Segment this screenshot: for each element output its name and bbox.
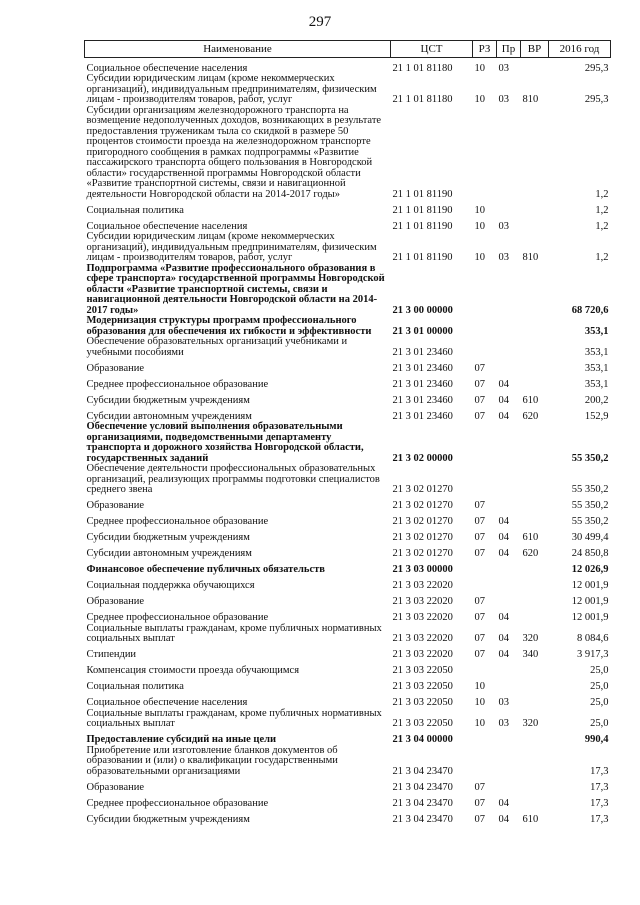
- cell-amount: 3 917,3: [577, 649, 609, 660]
- cell-vr: 620: [522, 548, 539, 559]
- table-row: [85, 216, 611, 232]
- cell-pr: 03: [498, 697, 509, 708]
- cell-pr: 04: [498, 516, 509, 527]
- cell-cst: 21 3 04 23470: [392, 765, 453, 777]
- cell-rz: 07: [474, 797, 485, 809]
- table-row: [85, 709, 611, 730]
- cell-pr: 03: [498, 252, 509, 263]
- cell-cst: 21 3 03 00000: [392, 564, 453, 575]
- cell-name: Социальная поддержка обучающихся: [86, 580, 255, 591]
- cell-amount: 17,3: [590, 765, 609, 777]
- cell-amount: 12 001,9: [571, 612, 609, 623]
- cell-name: Обеспечение деятельности профессиональных образовательных организаций, реализующих программы подготовки специалистов среднего звена: [86, 463, 380, 495]
- cell-cst: 21 3 01 23460: [392, 410, 453, 422]
- cell-cst: 21 3 03 22050: [392, 681, 453, 692]
- cell-rz: 07: [474, 633, 485, 644]
- cell-amount: 24 850,8: [571, 548, 609, 559]
- cell-name: Подпрограмма «Развитие профессионального образования в сфере транспорта» государственной программы Новгородской области «Развитие транспортной системы, связи и навигационной деятельности Новгородской области на 2014-2017 годы»: [86, 262, 385, 316]
- cell-amount: 200,2: [584, 394, 609, 406]
- table-row: [85, 74, 611, 106]
- cell-amount: 55 350,2: [571, 516, 609, 527]
- cell-rz: 07: [474, 500, 485, 511]
- table-row: [85, 200, 611, 216]
- table-row: [85, 677, 611, 693]
- cell-name: Образование: [86, 781, 145, 793]
- cell-cst: 21 3 02 01270: [392, 516, 453, 527]
- cell-cst: 21 3 02 01270: [392, 532, 453, 543]
- cell-amount: 12 026,9: [571, 564, 609, 575]
- table-row: [85, 746, 611, 778]
- cell-cst: 21 3 03 22020: [392, 596, 453, 607]
- cell-amount: 353,1: [584, 325, 609, 337]
- cell-pr: [497, 661, 521, 677]
- cell-pr: 04: [498, 633, 509, 644]
- cell-vr: [521, 337, 549, 358]
- table-row: [85, 512, 611, 528]
- cell-vr: [521, 576, 549, 592]
- cell-vr: [521, 693, 549, 709]
- cell-cst: 21 3 02 00000: [392, 452, 453, 464]
- cell-pr: 04: [498, 548, 509, 559]
- cell-name: Субсидии бюджетным учреждениям: [86, 813, 250, 825]
- cell-rz: 07: [474, 394, 485, 406]
- cell-rz: 07: [474, 532, 485, 543]
- cell-pr: [497, 677, 521, 693]
- cell-name: Субсидии юридическим лицам (кроме некоммерческих организаций), индивидуальным предпринимателям, физическим лицам - производителям товаров, работ, услуг: [86, 73, 377, 105]
- cell-cst: 21 3 01 23460: [392, 378, 453, 390]
- cell-cst: 21 1 01 81180: [392, 94, 453, 105]
- cell-amount: 990,4: [584, 734, 609, 745]
- cell-amount: 12 001,9: [571, 580, 609, 591]
- cell-amount: 55 350,2: [571, 484, 609, 495]
- table-row: [85, 337, 611, 358]
- table-row: [85, 374, 611, 390]
- cell-amount: 8 084,6: [577, 633, 609, 644]
- cell-pr: [497, 316, 521, 337]
- cell-vr: [521, 374, 549, 390]
- cell-vr: [521, 677, 549, 693]
- table-row: [85, 406, 611, 422]
- cell-pr: [497, 422, 521, 464]
- cell-vr: [521, 200, 549, 216]
- cell-rz: [473, 730, 497, 746]
- cell-pr: [497, 777, 521, 793]
- cell-amount: 25,0: [590, 697, 609, 708]
- cell-amount: 12 001,9: [571, 596, 609, 607]
- cell-name: Предоставление субсидий на иные цели: [86, 734, 277, 745]
- cell-name: Субсидии бюджетным учреждениям: [86, 394, 250, 406]
- cell-rz: 10: [474, 718, 485, 729]
- cell-amount: 295,3: [584, 94, 609, 105]
- table-row: [85, 809, 611, 825]
- cell-rz: 07: [474, 649, 485, 660]
- cell-vr: [521, 608, 549, 624]
- cell-name: Финансовое обеспечение публичных обязательств: [86, 564, 325, 575]
- table-row: [85, 608, 611, 624]
- cell-pr: [497, 730, 521, 746]
- cell-vr: 610: [522, 813, 539, 825]
- table-row: [85, 793, 611, 809]
- cell-pr: [497, 200, 521, 216]
- cell-pr: [497, 496, 521, 512]
- cell-rz: 10: [474, 94, 485, 105]
- column-header-year: 2016 год: [549, 41, 611, 58]
- cell-cst: 21 3 03 22020: [392, 649, 453, 660]
- cell-cst: 21 1 01 81190: [392, 220, 453, 232]
- table-row: [85, 693, 611, 709]
- cell-name: Социальное обеспечение населения: [86, 697, 248, 708]
- cell-cst: 21 1 01 81190: [392, 252, 453, 263]
- cell-vr: [521, 592, 549, 608]
- table-row: [85, 777, 611, 793]
- cell-cst: 21 3 04 00000: [392, 734, 453, 745]
- cell-rz: 07: [474, 781, 485, 793]
- cell-amount: 17,3: [590, 781, 609, 793]
- cell-name: Образование: [86, 596, 145, 607]
- cell-cst: 21 3 03 22020: [392, 580, 453, 591]
- cell-cst: 21 3 03 22050: [392, 718, 453, 729]
- cell-vr: 610: [522, 394, 539, 406]
- cell-rz: [473, 576, 497, 592]
- cell-pr: 03: [498, 94, 509, 105]
- table-row: [85, 661, 611, 677]
- cell-amount: 1,2: [595, 204, 609, 216]
- cell-pr: 04: [498, 378, 509, 390]
- cell-cst: 21 3 01 23460: [392, 362, 453, 374]
- cell-amount: 1,2: [595, 220, 609, 232]
- cell-cst: 21 3 01 23460: [392, 394, 453, 406]
- cell-rz: 10: [474, 220, 485, 232]
- cell-pr: 03: [498, 62, 509, 74]
- cell-vr: [521, 793, 549, 809]
- table-row: [85, 624, 611, 645]
- cell-pr: 04: [498, 649, 509, 660]
- cell-cst: 21 3 04 23470: [392, 781, 453, 793]
- cell-rz: 07: [474, 548, 485, 559]
- cell-rz: 07: [474, 362, 485, 374]
- cell-cst: 21 3 03 22020: [392, 612, 453, 623]
- cell-name: Социальная политика: [86, 204, 184, 216]
- table-row: [85, 264, 611, 317]
- cell-vr: 810: [522, 252, 539, 263]
- table-row: [85, 592, 611, 608]
- cell-name: Модернизация структуры программ профессионального образования для обеспечения их гибкости и эффективности: [86, 315, 372, 337]
- cell-amount: 353,1: [584, 362, 609, 374]
- cell-cst: 21 3 00 00000: [392, 304, 453, 316]
- column-header-rz: РЗ: [473, 41, 497, 58]
- cell-name: Субсидии организациям железнодорожного транспорта на возмещение недополученных доходов, возникающих в результате предоставления труженикам тыла со скидкой в размере 50 процентов стоимости проезда на железнодорожном транспорте пригородного сообщения в рамках подпрограммы «Развитие пассажирского транспорта общего пользования в Новгородской области» государственной программы Новгородской области «Развитие транспортной системы, связи и навигационной деятельности Новгородской области на 2014-2017 годы»: [86, 104, 382, 200]
- cell-amount: 30 499,4: [571, 532, 609, 543]
- cell-pr: [497, 358, 521, 374]
- cell-cst: 21 1 01 81190: [392, 204, 453, 216]
- table-row: [85, 316, 611, 337]
- cell-rz: 10: [474, 681, 485, 692]
- cell-amount: 353,1: [584, 346, 609, 358]
- cell-name: Субсидии автономным учреждениям: [86, 548, 252, 559]
- cell-cst: 21 3 02 01270: [392, 548, 453, 559]
- column-header-name: Наименование: [85, 41, 391, 58]
- cell-pr: 03: [498, 718, 509, 729]
- table-row: [85, 645, 611, 661]
- table-row: [85, 576, 611, 592]
- table-row: [85, 560, 611, 576]
- cell-name: Стипендии: [86, 649, 137, 660]
- cell-rz: 10: [474, 204, 485, 216]
- cell-name: Среднее профессиональное образование: [86, 516, 269, 527]
- cell-pr: 04: [498, 532, 509, 543]
- cell-vr: [521, 58, 549, 75]
- cell-name: Социальное обеспечение населения: [86, 62, 248, 74]
- cell-vr: [521, 216, 549, 232]
- cell-cst: 21 1 01 81180: [392, 62, 453, 74]
- cell-vr: [521, 422, 549, 464]
- cell-vr: [521, 746, 549, 778]
- cell-rz: 07: [474, 378, 485, 390]
- cell-amount: 1,2: [595, 252, 609, 263]
- cell-pr: 04: [498, 612, 509, 623]
- cell-rz: [473, 422, 497, 464]
- table-header-row: [85, 41, 611, 58]
- cell-vr: [521, 661, 549, 677]
- cell-name: Обеспечение образовательных организаций учебниками и учебными пособиями: [86, 336, 348, 358]
- table-row: [85, 544, 611, 560]
- cell-pr: 04: [498, 797, 509, 809]
- cell-vr: [521, 512, 549, 528]
- cell-name: Образование: [86, 362, 145, 374]
- cell-vr: [521, 316, 549, 337]
- cell-cst: 21 3 04 23470: [392, 797, 453, 809]
- cell-name: Субсидии автономным учреждениям: [86, 410, 252, 422]
- page-number: 297: [308, 14, 332, 30]
- cell-cst: 21 3 02 01270: [392, 500, 453, 511]
- column-header-cst: ЦСТ: [391, 41, 473, 58]
- cell-vr: 320: [522, 718, 539, 729]
- cell-amount: 17,3: [590, 797, 609, 809]
- table-row: [85, 496, 611, 512]
- cell-rz: [473, 560, 497, 576]
- cell-rz: [473, 337, 497, 358]
- cell-vr: 320: [522, 633, 539, 644]
- column-header-pr: Пр: [497, 41, 521, 58]
- cell-pr: [497, 746, 521, 778]
- cell-amount: 17,3: [590, 813, 609, 825]
- cell-name: Субсидии бюджетным учреждениям: [86, 532, 250, 543]
- cell-rz: 07: [474, 612, 485, 623]
- cell-cst: 21 3 01 23460: [392, 346, 453, 358]
- cell-rz: [473, 316, 497, 337]
- cell-amount: 1,2: [595, 188, 609, 200]
- cell-vr: 810: [522, 94, 539, 105]
- cell-pr: 03: [498, 220, 509, 232]
- cell-cst: 21 1 01 81190: [392, 188, 453, 200]
- table-row: [85, 464, 611, 496]
- cell-name: Социальное обеспечение населения: [86, 220, 248, 232]
- cell-name: Субсидии юридическим лицам (кроме некоммерческих организаций), индивидуальным предпринимателям, физическим лицам - производителям товаров, работ, услуг: [86, 231, 377, 263]
- cell-pr: 04: [498, 394, 509, 406]
- cell-name: Обеспечение условий выполнения образовательными организациями, подведомственными департаменту транспорта и дорожного хозяйства Новгородской области, государственных заданий: [86, 421, 364, 464]
- cell-vr: [521, 106, 549, 201]
- cell-name: Компенсация стоимости проезда обучающимся: [86, 665, 300, 676]
- cell-vr: [521, 730, 549, 746]
- cell-vr: [521, 358, 549, 374]
- table-row: [85, 58, 611, 75]
- cell-rz: [473, 106, 497, 201]
- cell-pr: 04: [498, 410, 509, 422]
- cell-rz: 10: [474, 697, 485, 708]
- cell-name: Социальная политика: [86, 681, 184, 692]
- cell-vr: [521, 560, 549, 576]
- table-row: [85, 730, 611, 746]
- table-row: [85, 528, 611, 544]
- cell-vr: 620: [522, 410, 539, 422]
- cell-rz: 10: [474, 252, 485, 263]
- table-row: [85, 390, 611, 406]
- cell-cst: 21 3 03 22050: [392, 697, 453, 708]
- cell-amount: 152,9: [584, 410, 609, 422]
- cell-pr: [497, 264, 521, 317]
- cell-amount: 25,0: [590, 681, 609, 692]
- cell-pr: [497, 592, 521, 608]
- cell-amount: 25,0: [590, 718, 609, 729]
- cell-rz: [473, 264, 497, 317]
- cell-pr: [497, 337, 521, 358]
- cell-vr: [521, 464, 549, 496]
- column-header-vr: ВР: [521, 41, 549, 58]
- cell-rz: 07: [474, 596, 485, 607]
- budget-table: [84, 40, 611, 825]
- cell-amount: 295,3: [584, 62, 609, 74]
- cell-pr: [497, 464, 521, 496]
- cell-name: Социальные выплаты гражданам, кроме публичных нормативных социальных выплат: [86, 622, 382, 644]
- cell-rz: 07: [474, 516, 485, 527]
- cell-cst: 21 3 03 22050: [392, 665, 453, 676]
- cell-rz: 07: [474, 410, 485, 422]
- cell-amount: 68 720,6: [571, 304, 609, 316]
- cell-cst: 21 3 03 22020: [392, 633, 453, 644]
- cell-rz: [473, 746, 497, 778]
- cell-amount: 55 350,2: [571, 452, 609, 464]
- cell-pr: 04: [498, 813, 509, 825]
- cell-rz: 07: [474, 813, 485, 825]
- table-row: [85, 232, 611, 264]
- cell-name: Среднее профессиональное образование: [86, 612, 269, 623]
- table-body: [85, 58, 611, 826]
- table-row: [85, 358, 611, 374]
- cell-cst: 21 3 02 01270: [392, 484, 453, 495]
- cell-pr: [497, 560, 521, 576]
- cell-vr: [521, 264, 549, 317]
- cell-rz: [473, 661, 497, 677]
- cell-pr: [497, 576, 521, 592]
- cell-cst: 21 3 01 00000: [392, 325, 453, 337]
- cell-name: Приобретение или изготовление бланков документов об образовании и (или) о квалификации государственными образовательными организациями: [86, 744, 338, 777]
- cell-vr: [521, 777, 549, 793]
- cell-vr: 610: [522, 532, 539, 543]
- cell-name: Образование: [86, 500, 145, 511]
- cell-name: Социальные выплаты гражданам, кроме публичных нормативных социальных выплат: [86, 707, 382, 729]
- cell-cst: 21 3 04 23470: [392, 813, 453, 825]
- cell-name: Среднее профессиональное образование: [86, 797, 269, 809]
- cell-vr: [521, 496, 549, 512]
- table-row: [85, 422, 611, 464]
- cell-amount: 353,1: [584, 378, 609, 390]
- cell-pr: [497, 106, 521, 201]
- cell-name: Среднее профессиональное образование: [86, 378, 269, 390]
- cell-vr: 340: [522, 649, 539, 660]
- table-row: [85, 106, 611, 201]
- cell-amount: 25,0: [590, 665, 609, 676]
- cell-rz: [473, 464, 497, 496]
- cell-rz: 10: [474, 62, 485, 74]
- cell-amount: 55 350,2: [571, 500, 609, 511]
